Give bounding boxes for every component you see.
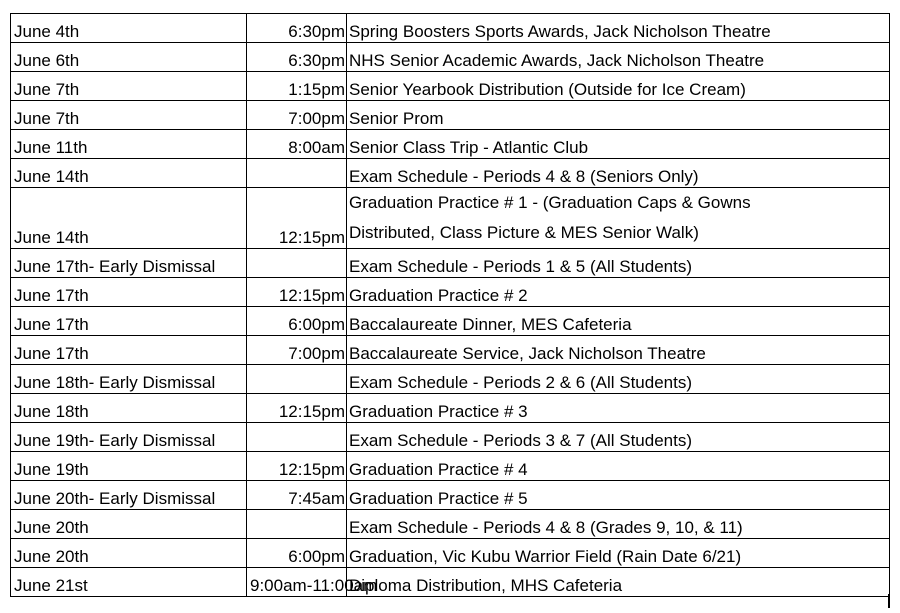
time-cell: 6:00pm [247,539,347,568]
time-cell: 12:15pm [247,452,347,481]
event-cell: Senior Prom [347,101,890,130]
date-cell: June 18th [11,394,247,423]
date-cell: June 19th [11,452,247,481]
event-cell: NHS Senior Academic Awards, Jack Nicholson Theatre [347,43,890,72]
date-cell: June 21st [11,568,247,597]
date-cell: June 6th [11,43,247,72]
time-cell: 7:00pm [247,101,347,130]
event-line: Graduation Practice # 1 - (Graduation Caps & Gowns [349,193,751,212]
time-cell [247,423,347,452]
schedule-sheet [10,13,889,597]
table-row [11,159,890,188]
time-cell [247,365,347,394]
date-cell: June 17th [11,278,247,307]
table-row [11,336,890,365]
date-cell: June 14th [11,188,247,249]
time-cell: 8:00am [247,130,347,159]
date-cell: June 7th [11,101,247,130]
date-cell: June 19th- Early Dismissal [11,423,247,452]
event-cell: Spring Boosters Sports Awards, Jack Nicholson Theatre [347,14,890,43]
time-cell: 9:00am-11:00am [247,568,347,597]
event-cell: Exam Schedule - Periods 4 & 8 (Grades 9, 10, & 11) [347,510,890,539]
event-cell: Graduation Practice # 3 [347,394,890,423]
time-cell [247,249,347,278]
table-row [11,423,890,452]
time-cell: 7:00pm [247,336,347,365]
event-cell: Exam Schedule - Periods 2 & 6 (All Students) [347,365,890,394]
event-cell: Senior Class Trip - Atlantic Club [347,130,890,159]
time-cell: 1:15pm [247,72,347,101]
date-cell: June 17th- Early Dismissal [11,249,247,278]
table-row [11,188,890,249]
table-row [11,101,890,130]
date-cell: June 20th- Early Dismissal [11,481,247,510]
time-cell: 6:30pm [247,14,347,43]
table-edge-mark [888,594,890,608]
event-cell: Diploma Distribution, MHS Cafeteria [347,568,890,597]
event-cell: Exam Schedule - Periods 3 & 7 (All Students) [347,423,890,452]
table-row [11,481,890,510]
table-row [11,130,890,159]
event-cell: Exam Schedule - Periods 4 & 8 (Seniors Only) [347,159,890,188]
time-cell: 12:15pm [247,188,347,249]
table-row [11,43,890,72]
table-row [11,72,890,101]
date-cell: June 17th [11,307,247,336]
time-cell: 7:45am [247,481,347,510]
event-line: Distributed, Class Picture & MES Senior Walk) [349,223,699,242]
time-cell [247,510,347,539]
date-cell: June 14th [11,159,247,188]
date-cell: June 7th [11,72,247,101]
table-row [11,394,890,423]
table-row [11,307,890,336]
schedule-table [10,13,890,597]
time-cell: 6:00pm [247,307,347,336]
date-cell: June 18th- Early Dismissal [11,365,247,394]
event-cell: Baccalaureate Service, Jack Nicholson Theatre [347,336,890,365]
event-cell: Graduation Practice # 4 [347,452,890,481]
table-row [11,14,890,43]
event-cell: Graduation, Vic Kubu Warrior Field (Rain Date 6/21) [347,539,890,568]
table-row [11,452,890,481]
event-cell: Baccalaureate Dinner, MES Cafeteria [347,307,890,336]
event-cell: Graduation Practice # 2 [347,278,890,307]
time-cell: 6:30pm [247,43,347,72]
date-cell: June 4th [11,14,247,43]
table-row [11,278,890,307]
table-row [11,510,890,539]
date-cell: June 20th [11,539,247,568]
table-row [11,365,890,394]
event-cell: Graduation Practice # 5 [347,481,890,510]
time-cell: 12:15pm [247,394,347,423]
table-row [11,249,890,278]
date-cell: June 20th [11,510,247,539]
event-cell: Senior Yearbook Distribution (Outside for Ice Cream) [347,72,890,101]
table-row [11,539,890,568]
time-cell: 12:15pm [247,278,347,307]
event-cell: Exam Schedule - Periods 1 & 5 (All Students) [347,249,890,278]
date-cell: June 17th [11,336,247,365]
event-cell [347,188,890,249]
table-row [11,568,890,597]
time-cell [247,159,347,188]
date-cell: June 11th [11,130,247,159]
